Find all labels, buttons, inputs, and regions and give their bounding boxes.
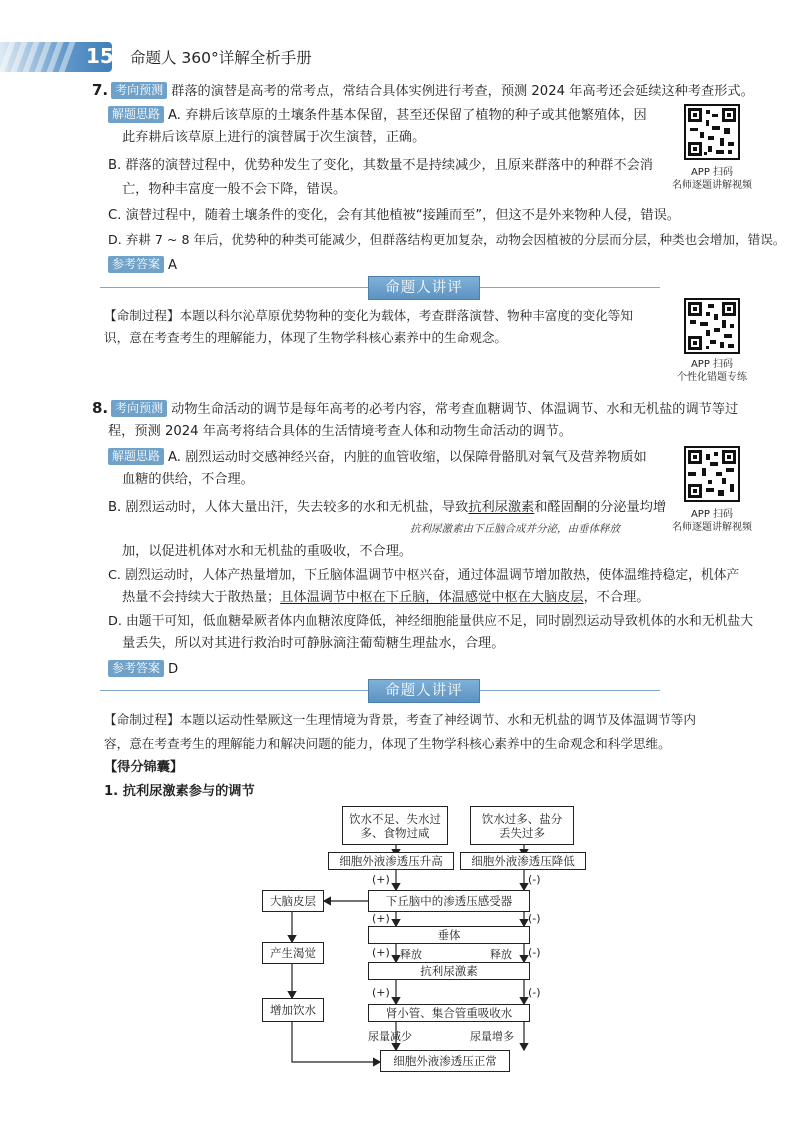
- q7-forecast-tag: 考向预测: [111, 82, 167, 99]
- flow-label-release-2: 释放: [490, 948, 512, 961]
- lecture1-line1: 【命制过程】本题以科尔沁草原优势物种的变化为载体，考查群落演替、物种丰富度的变化等知: [104, 308, 633, 323]
- qr-q8-caption2: 名师逐题讲解视频: [672, 522, 752, 533]
- flow-label-plus-3: (+): [372, 946, 390, 959]
- q7-a-line1: A. 弃耕后该草原的土壤条件基本保留，甚至还保留了植物的种子或其他繁殖体，因: [168, 108, 647, 123]
- flow-box-thirst: 产生渴觉: [262, 942, 324, 964]
- q7-answer-tag: 参考答案: [108, 256, 164, 273]
- q8-c-line2-underline: 且体温调节中枢在下丘脑，体温感觉中枢在大脑皮层: [280, 590, 584, 605]
- lecture2-banner: 命题人讲评: [368, 679, 480, 703]
- flow-label-plus-2: (+): [372, 912, 390, 925]
- q8-b-line2: 加，以促进机体对水和无机盐的重吸收，不合理。: [122, 544, 413, 559]
- page-number: 156: [86, 44, 128, 68]
- flow-label-urine-less: 尿量减少: [368, 1030, 412, 1043]
- q7-forecast-text: 群落的演替是高考的常考点，常结合具体实例进行考查，预测 2024 年高考还会延续这种考查形式。: [171, 84, 754, 99]
- qr-lecture1-caption2: 个性化错题专练: [677, 372, 747, 383]
- flow-label-minus-1: (-): [528, 873, 541, 886]
- flow-box-pituitary: 垂体: [368, 926, 530, 944]
- qr-q8-caption1: APP 扫码: [690, 509, 734, 520]
- q8-forecast-tag: 考向预测: [111, 400, 167, 417]
- q8-b-line1-post: 和醛固酮的分泌量均增: [534, 500, 667, 515]
- flow-box-adh: 抗利尿激素: [368, 962, 530, 980]
- flow-box-osm-high: 细胞外液渗透压升高: [328, 852, 454, 870]
- qr-q7-caption1: APP 扫码: [690, 167, 734, 178]
- flow-box-osm-low: 细胞外液渗透压降低: [460, 852, 586, 870]
- q7-answer-value: A: [168, 258, 178, 273]
- q8-forecast-line1: 动物生命活动的调节是每年高考的必考内容，常考查血糖调节、体温调节、水和无机盐的调节等过: [171, 402, 739, 417]
- q7-b-line2: 亡，物种丰富度一般不会下降，错误。: [122, 182, 347, 197]
- section-title: 1. 抗利尿激素参与的调节: [104, 784, 255, 799]
- q8-answer-tag: 参考答案: [108, 660, 164, 677]
- flow-label-minus-2: (-): [528, 912, 541, 925]
- tips-title: 【得分锦囊】: [104, 760, 184, 775]
- lecture1-banner: 命题人讲评: [368, 276, 480, 300]
- q8-d-line1: D. 由题干可知，低血糖晕厥者体内血糖浓度降低，神经细胞能量供应不足，同时剧烈运动导致机体的水和无机盐大: [108, 614, 754, 629]
- flow-label-release-1: 释放: [400, 948, 422, 961]
- flow-label-plus-1: (+): [372, 873, 390, 886]
- lecture1-line2: 识，意在考查考生的理解能力，体现了生物学科核心素养中的生命观念。: [104, 330, 507, 345]
- flow-label-urine-more: 尿量增多: [470, 1030, 514, 1043]
- flow-box-dehydration: 饮水不足、失水过多、食物过咸: [342, 806, 448, 845]
- q7-number: 7.: [92, 81, 109, 99]
- q8-c-line2-pre: 热量不会持续大于散热量；: [122, 590, 281, 605]
- flow-box-receptor: 下丘脑中的渗透压感受器: [368, 890, 530, 912]
- q8-c-line2-post: ，不合理。: [583, 590, 650, 605]
- q7-d-line: D. 弃耕 7 ~ 8 年后，优势种的种类可能减少，但群落结构更加复杂，动物会因植被的分层而分层，种类也会增加，错误。: [108, 232, 786, 247]
- flow-box-cortex: 大脑皮层: [262, 890, 324, 912]
- q8-forecast-line2: 程，预测 2024 年高考将结合具体的生活情境考查人体和动物生命活动的调节。: [108, 424, 572, 439]
- q8-c-line1: C. 剧烈运动时，人体产热量增加，下丘脑体温调节中枢兴奋，通过体温调节增加散热，使体温维持稳定，机体产: [108, 568, 740, 583]
- q8-number: 8.: [92, 399, 109, 417]
- flow-label-minus-3: (-): [528, 946, 541, 959]
- flow-label-plus-4: (+): [372, 986, 390, 999]
- q8-analysis-tag: 解题思路: [108, 448, 164, 465]
- lecture2-line2: 容，意在考查考生的理解能力和解决问题的能力，体现了生物学科核心素养中的生命观念和科学思维。: [104, 736, 671, 751]
- q8-handwritten-note: 抗利尿激素由下丘脑合成并分泌，由垂体释放: [410, 523, 620, 535]
- flow-box-normal: 细胞外液渗透压正常: [380, 1050, 510, 1072]
- q8-answer-value: D: [168, 662, 179, 677]
- q7-c-line: C. 演替过程中，随着土壤条件的变化，会有其他植被“接踵而至”，但这不是外来物种人侵，错误。: [108, 208, 680, 223]
- flow-box-kidney: 肾小管、集合管重吸收水: [368, 1004, 530, 1022]
- qr-q7-caption2: 名师逐题讲解视频: [672, 180, 752, 191]
- q7-b-line1: B. 群落的演替过程中，优势种发生了变化，其数量不是持续减少，且原来群落中的种群不会消: [108, 158, 653, 173]
- flow-box-drink: 增加饮水: [262, 998, 324, 1022]
- q8-d-line2: 量丢失，所以对其进行救治时可静脉滴注葡萄糖生理盐水，合理。: [122, 636, 505, 651]
- flow-box-overhydration: 饮水过多、盐分丢失过多: [470, 806, 574, 845]
- q7-analysis-tag: 解题思路: [108, 106, 164, 123]
- lecture2-line1: 【命制过程】本题以运动性晕厥这一生理情境为背景，考查了神经调节、水和无机盐的调节及体温调节等内: [104, 712, 696, 727]
- q8-a-line2: 血糖的供给，不合理。: [122, 472, 254, 487]
- q8-b-line1-underline: 抗利尿激素: [468, 500, 535, 515]
- book-title: 命题人 360°详解全析手册: [130, 49, 312, 67]
- qr-lecture1-caption1: APP 扫码: [690, 359, 734, 370]
- q7-a-line2: 此弃耕后该草原上进行的演替属于次生演替，正确。: [122, 130, 426, 145]
- q8-b-line1-pre: B. 剧烈运动时，人体大量出汗，失去较多的水和无机盐，导致: [108, 500, 469, 515]
- flow-label-minus-4: (-): [528, 986, 541, 999]
- q8-a-line1: A. 剧烈运动时交感神经兴奋，内脏的血管收缩，以保障骨骼肌对氧气及营养物质如: [168, 450, 647, 465]
